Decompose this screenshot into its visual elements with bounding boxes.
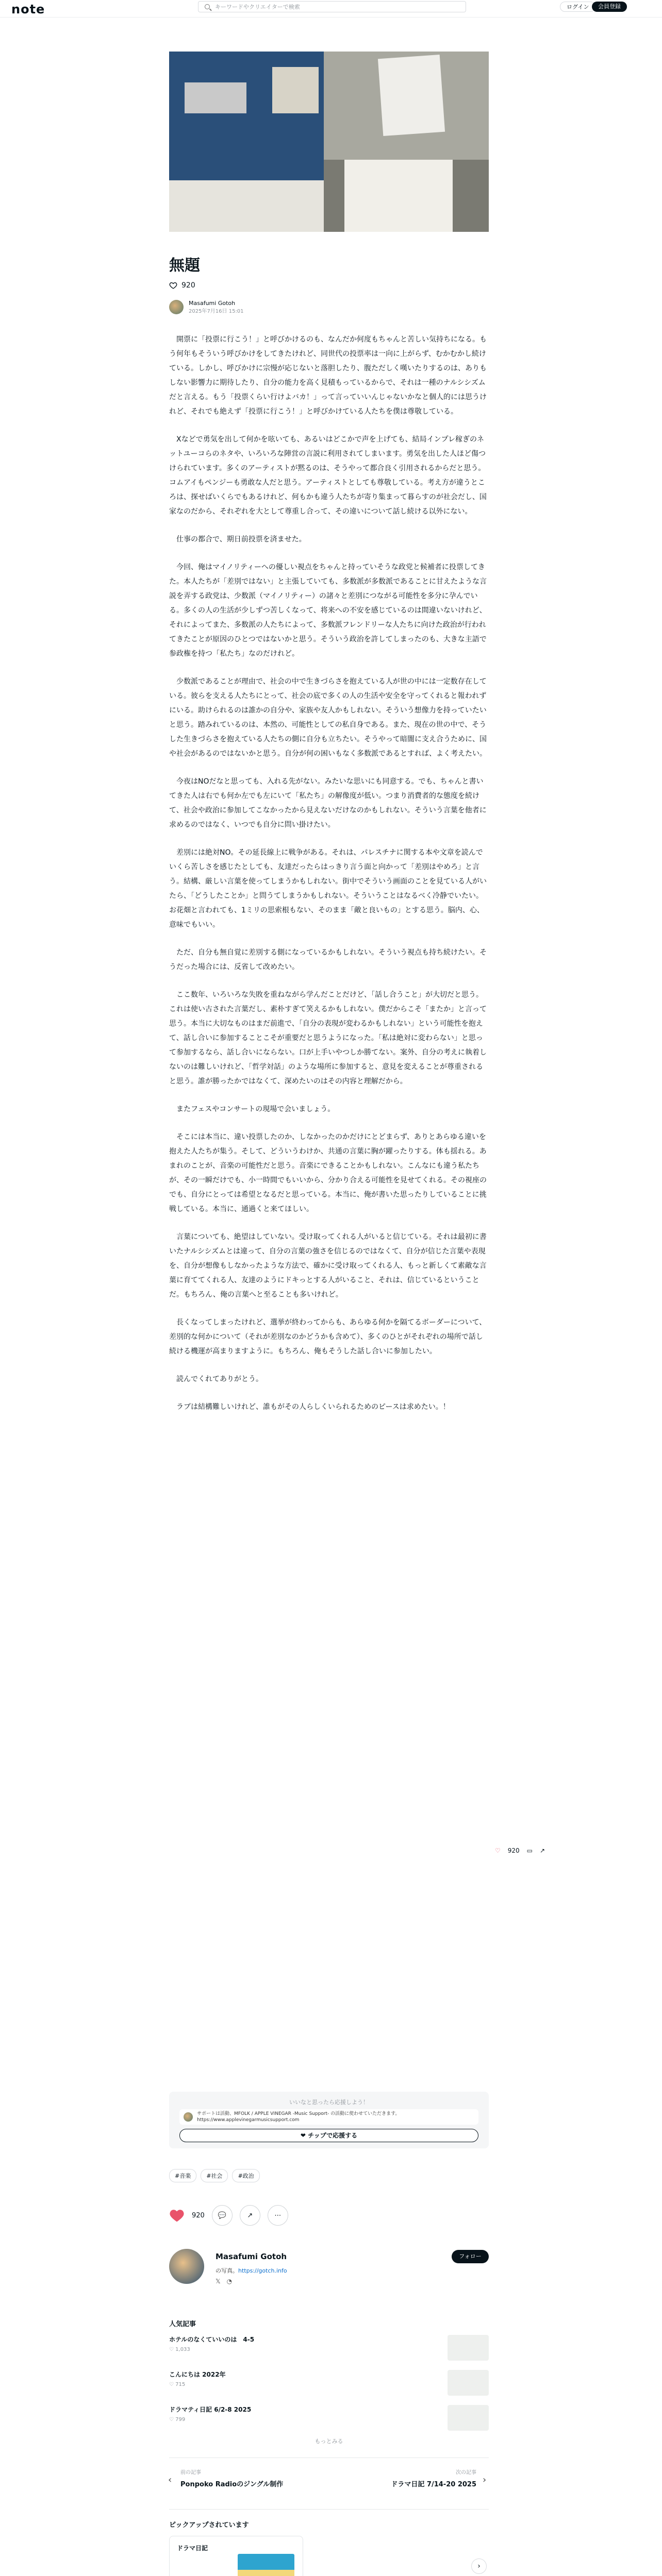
tag-politics[interactable]: #政治 bbox=[232, 2169, 259, 2182]
popular-item-count: ♡ 715 bbox=[169, 2382, 186, 2387]
comment-button[interactable] bbox=[212, 2205, 233, 2226]
popular-item-count-value: 1,033 bbox=[175, 2347, 190, 2352]
tip-button[interactable] bbox=[179, 2129, 478, 2142]
divider bbox=[169, 2509, 489, 2510]
support-avatar bbox=[184, 2112, 193, 2122]
heart-icon[interactable] bbox=[169, 281, 177, 290]
tag-music[interactable]: #音楽 bbox=[169, 2169, 196, 2182]
popular-item[interactable] bbox=[169, 2335, 489, 2364]
profile-desc bbox=[216, 2266, 287, 2275]
article-paragraph: またフェスやコンサートの現場で会いましょう。 bbox=[176, 1105, 335, 1113]
search-input[interactable] bbox=[198, 1, 466, 12]
popular-item-thumb bbox=[448, 2370, 489, 2396]
post-date: 2025年7月16日 15:01 bbox=[189, 309, 244, 314]
comment-icon: 💬 bbox=[218, 2211, 226, 2219]
tip-icon: ❤ bbox=[300, 2132, 308, 2139]
heart-icon[interactable]: ♡ bbox=[495, 1847, 501, 1854]
popular-title: 人気記事 bbox=[169, 2320, 196, 2328]
popular-item-thumb bbox=[448, 2405, 489, 2431]
share-button[interactable] bbox=[240, 2205, 260, 2226]
profile-desc-text: の写真。 bbox=[216, 2267, 238, 2274]
support-title: いいなと思ったら応援しよう！ bbox=[289, 2099, 369, 2106]
article-body bbox=[169, 332, 489, 1428]
popular-item-count-value: 715 bbox=[175, 2382, 186, 2387]
author-line bbox=[169, 300, 244, 314]
more-button[interactable] bbox=[268, 2205, 288, 2226]
article-paragraph: 長くなってしまったけれど、選挙が終わってからも、あらゆる何かを隔てるボーダーについて、差別的な何かについて（それが差別なのかどうかも含めて）、多くのひとがそれぞれの場所で話し続ける機運が高まりますように。もちろん、俺もそうした話し合いに参加したい。 bbox=[169, 1318, 487, 1355]
heart-icon[interactable] bbox=[169, 2208, 185, 2223]
popular-item[interactable] bbox=[169, 2370, 489, 2399]
pickup-section bbox=[169, 2519, 489, 2576]
support-message bbox=[179, 2109, 478, 2125]
popular-item-title: ホテルのなくていいのは 4-5 bbox=[169, 2336, 255, 2343]
article-paragraph: 今回、俺はマイノリティーへの優しい視点をちゃんと持っていそうな政党と候補者に投票してきた。本人たちが「差別ではない」と主張していても、多数派が多数派であることに甘えたような言説を弄する政党は、少数派（マイノリティー）の諸々と差別につながる可能性を多分に孕んでいる。多くの人の生活が少しずつ苦しくなって、将来への不安を感じているのは間違いないけれど、それによってまた、多数派の人たちによって、多数派フレンドリーな人たちに向けた政治が行われてきたことが原因のひとつではないかと思う。そういう政治を許してしまったのも、大きな主語で参政権を持つ「私たち」なのだけれど。 bbox=[169, 563, 487, 658]
profile-social bbox=[216, 2278, 232, 2285]
article-paragraph: そこには本当に、違い投票したのか、しなかったのかだけにとどまらず、ありとあらゆる違いを抱えた人たちが集う。そして、どういうわけか、共通の言葉に胸が躍ったりする。体も揺れる。あまれのことが、音楽の可能性だと思う。音楽にできることかもしれない。こんなにも違う私たちが、その一瞬だけでも、小一時間でもいいから、分かり合える可能性を見せてくれる。その視座のでも、自分にとっては希望となるだと思っている。本当に、俺が書いた思ったりしていることに挑戦している。本当に、通過くと来てほしい。 bbox=[169, 1133, 487, 1213]
next-article[interactable] bbox=[324, 2468, 476, 2499]
article-paragraph: 読んでくれてありがとう。 bbox=[176, 1375, 263, 1383]
article-paragraph: ただ、自分も無自覚に差別する側になっているかもしれない。そういう視点も持ち続けたい。そうだった場合には、反省して改めたい。 bbox=[169, 948, 487, 971]
search-icon bbox=[205, 4, 210, 9]
tag-society[interactable]: #社会 bbox=[201, 2169, 228, 2182]
profile-name[interactable]: Masafumi Gotoh bbox=[216, 2252, 287, 2261]
x-icon[interactable]: 𝕏 bbox=[216, 2278, 221, 2285]
header bbox=[0, 0, 662, 18]
comment-icon[interactable]: ▭ bbox=[526, 1847, 533, 1854]
tag-list bbox=[169, 2169, 260, 2182]
article-paragraph: ラブは結構難しいけれど、誰もがその人らしくいられるためのピースは求めたい。！ bbox=[176, 1403, 450, 1411]
chevron-right-icon: › bbox=[477, 2562, 481, 2570]
signup-button[interactable]: 会員登録 bbox=[592, 2, 627, 12]
article-paragraph: Xなどで勇気を出して何かを呟いても、あるいはどこかで声を上げても、結局インプレ稼ぎのネットユーコらのネタや、いろいろな陣営の言説に利用されてしまいます。勇気を出した人ほど傷つけられています。多くのアーティストが黙るのは、そうやって都合良く引用されるからだと思う。コムアイもペンジーも勇敢な人だと思う。アーティストとしても尊敬している。考え方が違うところは、探せばいくらでもあるけれど、何もかも違う人たちが寄り集まって暮らすのが社会だし、国家なのだから、それぞれを大として尊重し合って、その違いについて話し続ける以外にない。 bbox=[169, 435, 487, 516]
note-logo[interactable]: note bbox=[11, 2, 45, 16]
carousel-next-button[interactable] bbox=[471, 2558, 487, 2574]
share-icon: ↗ bbox=[247, 2211, 253, 2219]
next-title: ドラマ日記 7/14-20 2025 bbox=[391, 2481, 476, 2488]
login-button[interactable]: ログイン bbox=[560, 2, 595, 12]
popular-item-thumb bbox=[448, 2335, 489, 2361]
support-box bbox=[169, 2092, 489, 2148]
article-paragraph: ここ数年、いろいろな失敗を重ねながら学んだことだけど、「話し合うこと」が大切だと思う。これは使い古された言葉だし、素朴すぎて笑えるかもしれない。僕だからこそ「またか」と言って思う。本当に大切なものはまだ前進で、「自分の表現が変わるかもしれない」という可能性を抱えて、話し合いに参加することこそが重要だと思うようになった。「私は絶対に変わらない」と思って参加するなら、話し合いにならない。口が上手いやつしか勝てない。案外、自分の考えに執着しないのは難しいけれど、「哲学対話」のような場所に参加すると、意見を変えることが尊重されると思う。誰が勝ったかではなくて、深めたいのはその内容と理解だから。 bbox=[169, 991, 487, 1086]
avatar[interactable] bbox=[169, 300, 184, 314]
article-paragraph: 少数派であることが理由で、社会の中で生きづらさを抱えている人が世の中には一定数存在している。彼らを支える人たちにとって、社会の底で多くの人の生活や安全を守ってくれると報われずにいる。助けられるのは誰かの自分や、家族や友人かもしれない。そういう想像力を持っていたいと思う。踏みれているのは、本然の、可能性としての私自身である。また、現在の世の中で、そうした生きづらさを抱えている人たちの側に自分も立ちたい。そうやって暗闇に支え合うために、国や社会があるのではないかと思う。自分が何の困いもなく多数派であるとすれば、よく考えたい。 bbox=[169, 677, 487, 758]
search-placeholder: キーワードやクリエイターで検索 bbox=[215, 4, 300, 10]
chevron-left-icon[interactable]: ‹ bbox=[168, 2475, 172, 2485]
popular-item-count: ♡ 799 bbox=[169, 2417, 186, 2422]
popular-item-count-value: 799 bbox=[175, 2417, 186, 2422]
pickup-title: ピックアップされています bbox=[169, 2521, 249, 2529]
like-counter-top[interactable] bbox=[169, 281, 195, 290]
article-title: 無題 bbox=[169, 257, 200, 275]
popular-item-title: こんにちは 2022年 bbox=[169, 2371, 226, 2378]
prev-title: Ponpoko Radioのジングル制作 bbox=[180, 2481, 284, 2488]
side-actions bbox=[495, 1847, 545, 1854]
action-bar bbox=[169, 2205, 288, 2226]
rss-icon[interactable]: ◔ bbox=[226, 2278, 233, 2285]
author-profile bbox=[169, 2249, 489, 2300]
share-icon[interactable]: ↗ bbox=[540, 1847, 545, 1854]
follow-button[interactable]: フォロー bbox=[452, 2250, 489, 2263]
more-icon: ⋯ bbox=[274, 2211, 282, 2219]
tip-label: チップで応援する bbox=[308, 2132, 358, 2139]
hero-image bbox=[169, 52, 489, 232]
popular-item[interactable] bbox=[169, 2405, 489, 2434]
like-count-bottom: 920 bbox=[192, 2211, 205, 2219]
next-label: 次の記事 bbox=[456, 2470, 476, 2476]
author-name[interactable]: Masafumi Gotoh bbox=[189, 300, 236, 307]
profile-avatar[interactable] bbox=[169, 2249, 204, 2284]
prev-article[interactable] bbox=[180, 2468, 335, 2499]
profile-link[interactable]: https://gotch.info bbox=[238, 2267, 287, 2274]
magazine-card[interactable] bbox=[169, 2536, 303, 2576]
magazine-title: ドラマ日記 bbox=[177, 2545, 208, 2552]
prev-label: 前の記事 bbox=[180, 2470, 201, 2476]
magazine-thumb bbox=[238, 2554, 294, 2576]
like-count: 920 bbox=[181, 281, 195, 290]
article-paragraph: 今夜はNOだなと思っても、入れる先がない。みたいな思いにも同意する。でも、ちゃんと書いてきた人は右でも何か左でも左にいて「私たち」の解像度が低い。つまり消費者的な態度を続けて、社会や政治に参加してこなかったから見えないだけなのかもしれない。そういう言葉を他者に求めるのではなく、いつでも自分に問い掛けたい。 bbox=[169, 777, 487, 829]
chevron-right-icon[interactable]: › bbox=[483, 2475, 487, 2485]
article-paragraph: 差別には絶対NO。その延長線上に戦争がある。それは、パレスチナに関する本や文章を読んでいくら苦しさを感じたとしても、友達だったらはっきり言う面と向かって「差別はやめろ」と言う。結構、厳しい言葉を使ってしまうかもしれない。街中でそういう画面のことを見ている人がいたら、「どうしたことか」と問うてしまうかもしれない。そういうことはなるべく冷静でいたい。お花畑と言われても、1ミリの思索根もない、そのまま「敵と良いもの」とする思う。脳内、心、意味でもいい。 bbox=[169, 849, 487, 929]
support-text: サポートは活動、MFOLK / APPLE VINEGAR -Music Support- の活動に使わせていただきます。https://www.applevinegarmusicsupport.com bbox=[197, 2111, 400, 2123]
more-link[interactable]: もっとみる bbox=[315, 2438, 343, 2445]
article-paragraph: 仕事の都合で、期日前投票を済ませた。 bbox=[176, 535, 306, 544]
article-paragraph: 言葉についても、絶望はしていない。受け取ってくれる人がいると信じている。それは最初に書いたナルシシズムとは違って、自分の言葉の強さを信じるのではなくて、自分が信じた言葉や表現を、自分が想像もしなかったような方法で、確かに受け取ってくれる人、もっと新しくて素敵な言葉に育ててくれる人、友達のようにドキっとする人がいること、それは、信じているということだ。もちろん、俺の言葉へと至ることも多いけれど。 bbox=[169, 1233, 487, 1299]
article-paragraph: 開票に「投票に行こう！」と呼びかけるのも、なんだか何度もちゃんと苦しい気持ちになる。もう何年もそういう呼びかけをしてきたけれど、同世代の投票率は一向に上がらず、むかむかし続けている。しかし、呼びかけに宗慢が応じないと落胆したり、腹ただしく嘆いたりするのは、ありもしない影響力に期待したり、自分の能力を高く見積もっているからで、それは一種のナルシシズムだと言える。もう「投票くらい行けよバカ！」って言っていいんじゃないかなと個人的には思うけれど、それでも絶えず「投票に行こう！」と呼びかけている人たちを僕は尊敬している。 bbox=[169, 335, 487, 416]
popular-item-count: ♡ 1,033 bbox=[169, 2347, 190, 2352]
popular-item-title: ドラマティ日記 6/2-8 2025 bbox=[169, 2406, 252, 2413]
side-like-count: 920 bbox=[507, 1847, 520, 1854]
